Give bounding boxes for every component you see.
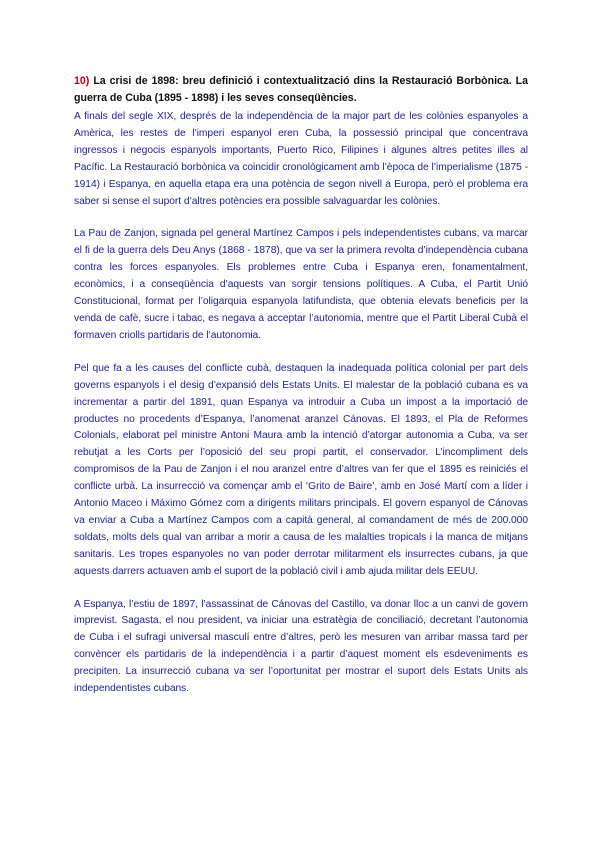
section-heading [74, 73, 528, 106]
paragraph-2: La Pau de Zanjon, signada pel general Martínez Campos i pels independentistes cubans, va marcar el fi de la guerra dels Deu Anys (1868 - 1878), que va ser la primera revolta d’independència cubana contra les forces espanyoles. Els problemes entre Cuba i Espanya eren, fonamentalment, econòmics, i a conseqüència d’aquests van sorgir tensions polítiques. A Cuba, el Partit Unió Constitucional, format per l’oligarquia espanyola latifundista, que obtenia elevats beneficis per la venda de cafè, sucre i tabac, es negava a acceptar l’autonomia, mentre que el Partit Liberal Cubà el formaven criolls partidaris de l’autonomia. [74, 228, 528, 341]
paragraph-3: Pel que fa a les causes del conflicte cubà, destaquen la inadequada política colonial per part dels governs espanyols i el desig d’expansió dels Estats Units. El malestar de la població cubana es va incrementar a partir del 1891, quan Espanya va introduir a Cuba un impost a la importació de productes no procedents d’Espanya, l’anomenat aranzel Cánovas. El 1893, el Pla de Reformes Colonials, elaborat pel ministre Antoni Maura amb la intenció d’atorgar autonomia a Cuba, va ser rebutjat a les Corts per l’oposició del seu propi partit, el conservador. L’incompliment dels compromisos de la Pau de Zanjon i el nou aranzel entre d’altres van fer que el 1895 es reiniciés el conflicte urbà. La insurrecció va començar amb el ‘Grito de Baire’, amb en José Martí com a líder i Antonio Maceo i Máximo Gómez com a dirigents militars principals. El govern espanyol de Cánovas va enviar a Cuba a Martínez Campos com a capità general, al comandament de més de 200.000 soldats, molts dels qual van arribar a morir a causa de les malalties tropicals i la manca de mitjans sanitaris. Les tropes espanyoles no van poder derrotar militarment els insurrectes cubans, ja que aquests darrers actuaven amb el suport de la població civil i amb ajuda militar dels EEUU. [74, 362, 528, 577]
paragraph-4: A Espanya, l’estiu de 1897, l’assassinat de Cánovas del Castillo, va donar lloc a un canvi de govern imprevist. Sagasta, el nou president, va iniciar una estratègia de conciliació, decretant l’autonomia de Cuba i el sufragi universal masculí entre d’altres, però les mesuren van arribar massa tard per convèncer els partidaris de la independència i a partir d’aquest moment els esdeveniments es precipiten. La insurrecció cubana va ser l’oportunitat per mostrar el suport dels Estats Units als independentistes cubans. [74, 598, 528, 695]
section-number: 10) [74, 75, 90, 87]
section-title: La crisi de 1898: breu definició i contextualització dins la Restauració Borbònica. La guerra de Cuba (1895 - 1898) i les seves conseqüències. [74, 75, 528, 104]
document-body [74, 73, 528, 714]
paragraph-1: A finals del segle XIX, després de la independència de la major part de les colònies espanyoles a Amèrica, les restes de l’imperi espanyol eren Cuba, la possessió principal que concentrava ingressos i negocis espanyols importants, Puerto Rico, Filipines i algunes altres petites illes al Pacífic. La Restauració borbònica va coincidir cronològicament amb l’època de l’imperialisme (1875 - 1914) i Espanya, en aquella etapa era una potència de segon nivell a Europa, però el problema era saber si sense el suport d’altres potències era possible salvaguardar les colònies. [74, 111, 528, 207]
